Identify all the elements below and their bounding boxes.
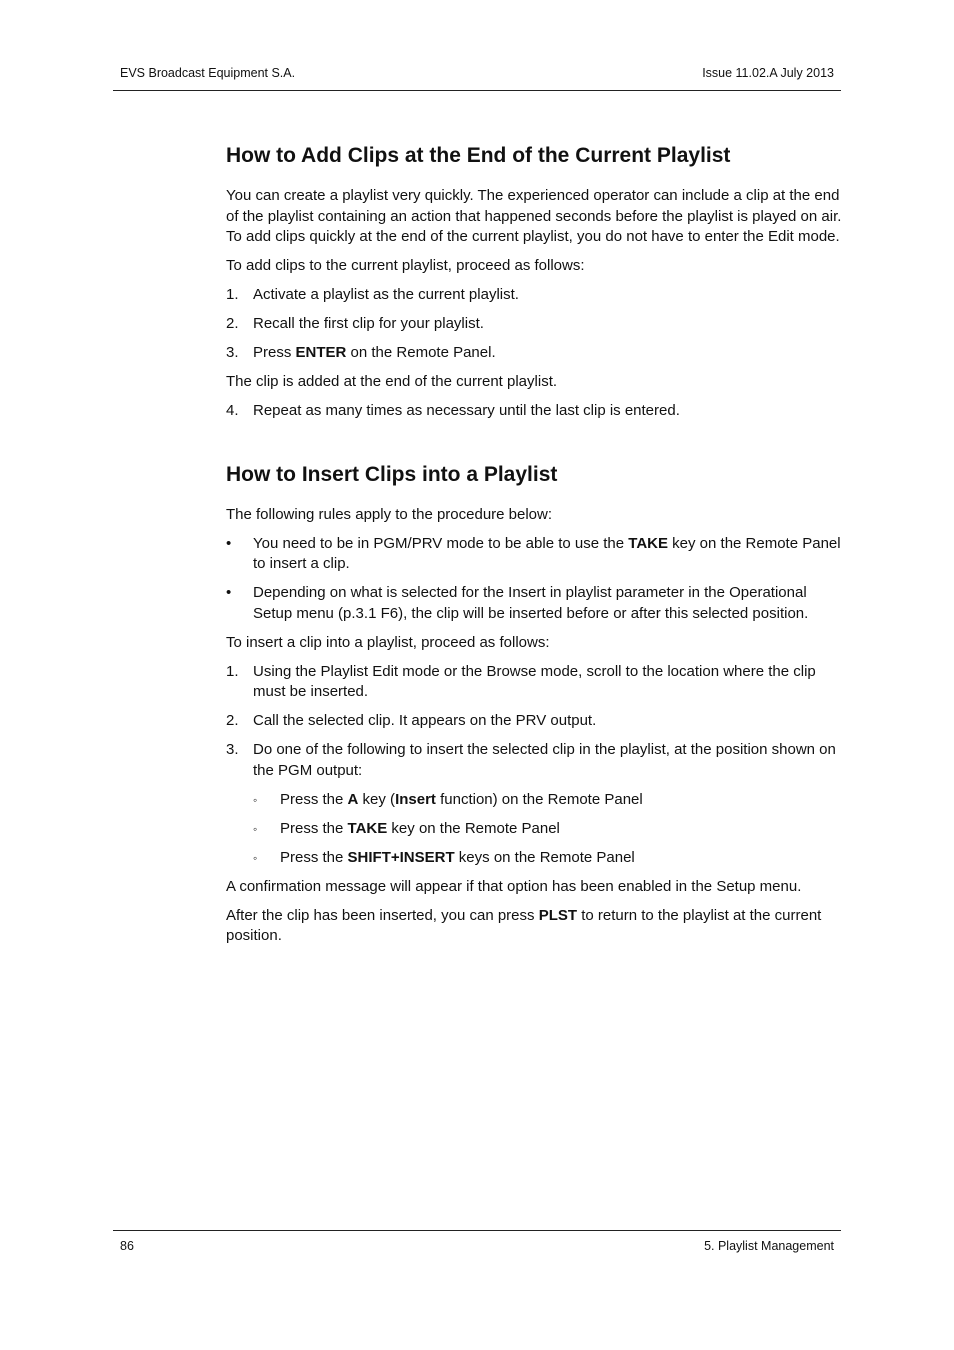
- sub-text: Press the TAKE key on the Remote Panel: [280, 819, 560, 837]
- sub-text: Press the A key (Insert function) on the Remote Panel: [280, 790, 643, 808]
- chapter-title: 5. Playlist Management: [704, 1239, 834, 1253]
- bullet-marker: •: [226, 534, 232, 552]
- step-text: Repeat as many times as necessary until the last clip is entered.: [253, 402, 680, 419]
- key-name: PLST: [538, 906, 578, 924]
- paragraph-rules-lead: The following rules apply to the procedure below:: [226, 505, 553, 523]
- section-title-insert-clips: How to Insert Clips into a Playlist: [226, 462, 558, 486]
- header-issue: Issue 11.02.A July 2013: [702, 66, 834, 80]
- bullet-text: Depending on what is selected for the Insert in playlist parameter in the Operational Setup menu (p.3.1 F6), the clip will be inserted before or after this selected position.: [253, 584, 809, 622]
- function-name: Insert: [395, 790, 436, 808]
- key-name: ENTER: [295, 344, 347, 361]
- sub-item: [226, 790, 844, 811]
- step-number: 1.: [226, 286, 239, 303]
- sub-item: [226, 819, 844, 840]
- section-title-add-clips: How to Add Clips at the End of the Current Playlist: [226, 144, 731, 167]
- step-number: 1.: [226, 662, 239, 680]
- bullet-text: You need to be in PGM/PRV mode to be able to use the TAKE key on the Remote Panel to insert a clip.: [253, 534, 841, 572]
- step-number: 2.: [226, 712, 239, 729]
- key-name: SHIFT+INSERT: [347, 848, 455, 866]
- bullet-marker: •: [226, 584, 232, 601]
- step-number: 3.: [226, 344, 239, 361]
- step-text: Activate a playlist as the current playlist.: [253, 286, 519, 303]
- step-number: 3.: [226, 741, 239, 758]
- step-item: [226, 662, 844, 703]
- step-item: [226, 740, 844, 781]
- main-content: [226, 138, 844, 955]
- paragraph-lead: To insert a clip into a playlist, proceed as follows:: [226, 633, 550, 651]
- paragraph-lead: To add clips to the current playlist, proceed as follows:: [226, 257, 585, 274]
- sub-item: [226, 848, 844, 869]
- step-text: Do one of the following to insert the selected clip in the playlist, at the position shown on the PGM output:: [253, 741, 836, 779]
- sub-text: Press the SHIFT+INSERT keys on the Remote Panel: [280, 848, 635, 866]
- key-name: A: [347, 790, 359, 808]
- step-number: 2.: [226, 315, 239, 332]
- page-footer: [113, 1230, 841, 1259]
- step-item: [226, 343, 844, 364]
- key-name: TAKE: [347, 819, 388, 837]
- paragraph-intro: You can create a playlist very quickly. The experienced operator can include a clip at the end of the playlist containing an action that happened seconds before the playlist is played on air. To add clips quickly at the end of the current playlist, you do not have to enter the Edit mode.: [226, 187, 842, 245]
- sub-marker: ◦: [253, 821, 258, 836]
- step-text: Press ENTER on the Remote Panel.: [253, 344, 496, 361]
- step-item: [226, 711, 844, 732]
- paragraph-after: After the clip has been inserted, you can press PLST to return to the playlist at the current position.: [226, 906, 822, 944]
- paragraph-confirm: A confirmation message will appear if that option has been enabled in the Setup menu.: [226, 877, 802, 895]
- sub-marker: ◦: [253, 792, 258, 807]
- step-item: [226, 285, 844, 306]
- step-text: Recall the first clip for your playlist.: [253, 315, 484, 332]
- sub-marker: ◦: [253, 850, 258, 865]
- step-text: Call the selected clip. It appears on the PRV output.: [253, 712, 597, 729]
- bullet-item: [226, 583, 844, 624]
- page-number: 86: [120, 1239, 134, 1253]
- paragraph-result: The clip is added at the end of the current playlist.: [226, 373, 558, 390]
- step-item: [226, 401, 844, 422]
- bullet-item: [226, 534, 844, 575]
- header-company: EVS Broadcast Equipment S.A.: [120, 66, 296, 80]
- step-number: 4.: [226, 402, 239, 419]
- key-name: TAKE: [628, 534, 668, 552]
- page-header: [113, 62, 841, 91]
- step-text: Using the Playlist Edit mode or the Browse mode, scroll to the location where the clip must be inserted.: [253, 662, 816, 700]
- step-item: [226, 314, 844, 335]
